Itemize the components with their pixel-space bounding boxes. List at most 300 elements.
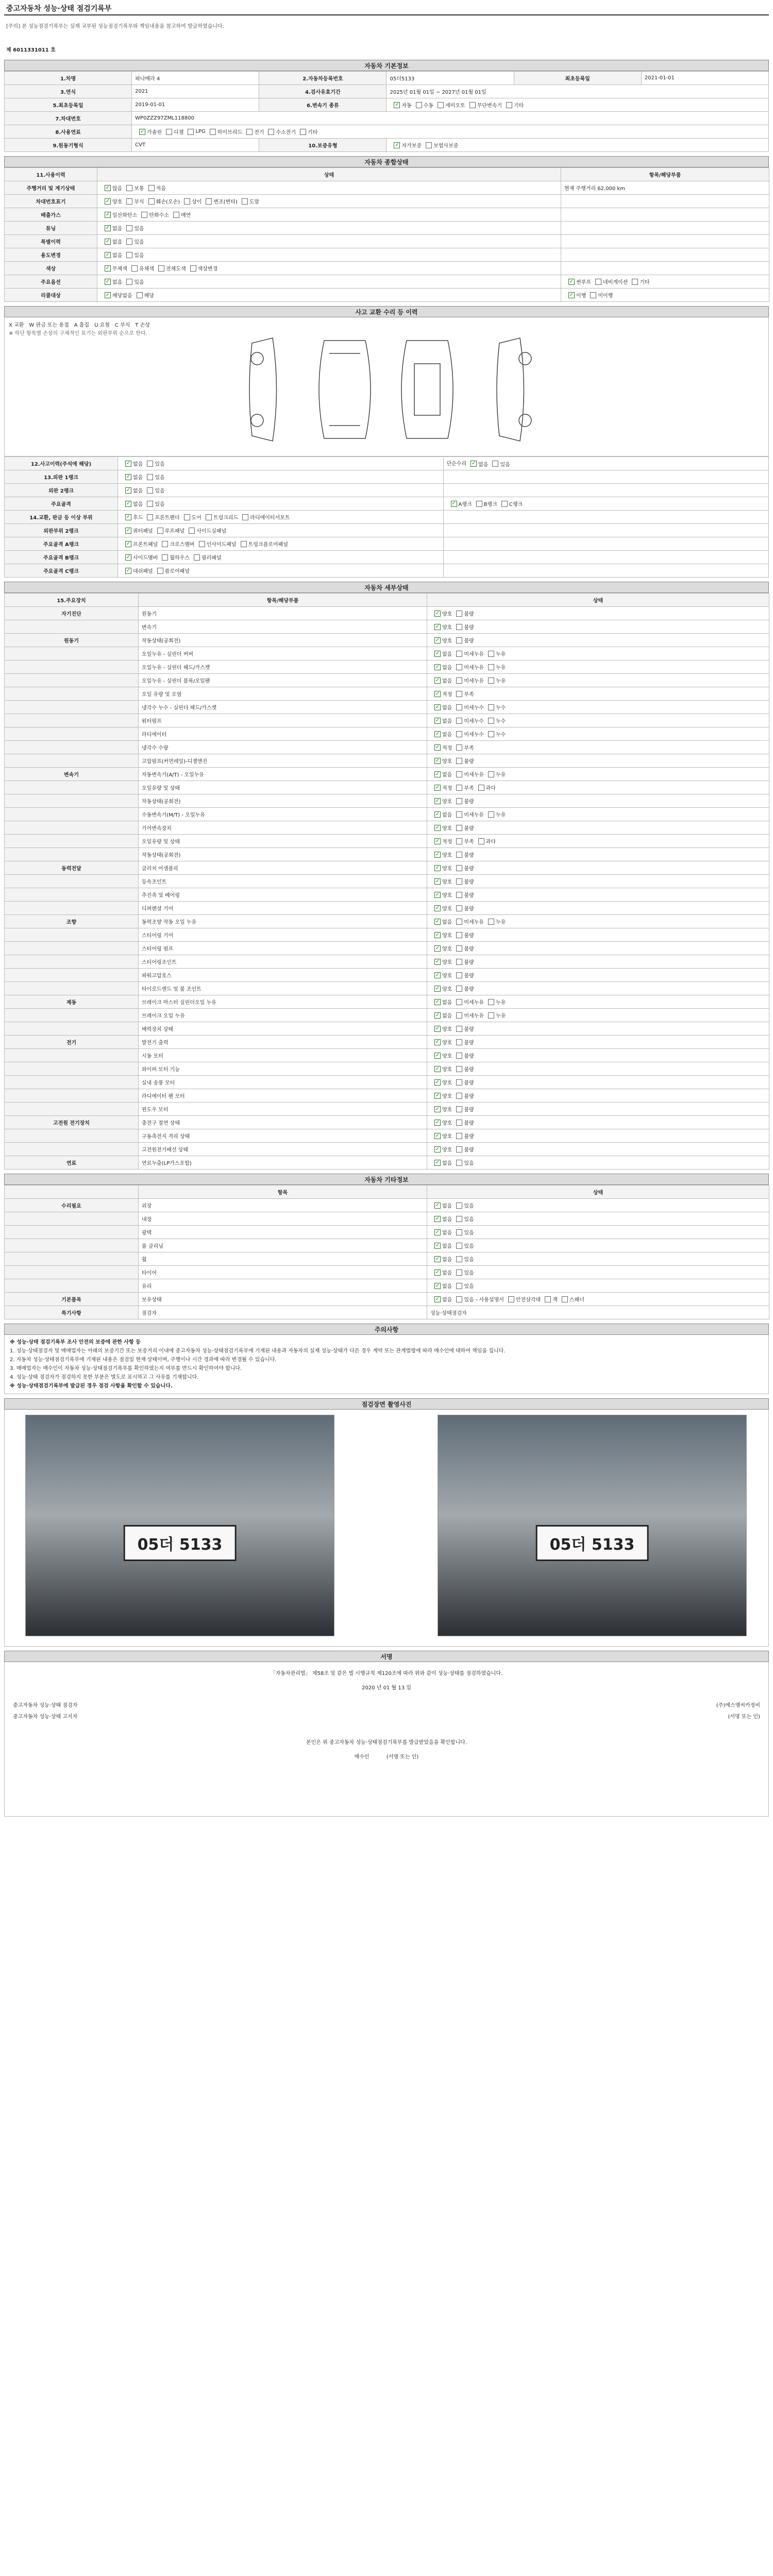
checkbox[interactable] [126,185,132,191]
checkbox[interactable]: ✓ [435,1215,440,1222]
group-label [5,1279,139,1293]
checkbox-label: 불량 [464,866,474,872]
checkbox[interactable]: ✓ [435,1119,440,1125]
checkbox[interactable] [456,677,462,684]
checkbox[interactable]: ✓ [435,811,440,817]
item-status [427,1252,769,1266]
rear-photo [438,1415,747,1636]
checkbox[interactable]: ✓ [435,1132,440,1139]
checkbox[interactable] [506,102,512,108]
checkbox-label: 변조(변타) [213,199,238,205]
checkbox[interactable] [545,1296,551,1302]
group-label: 동력전달 [5,861,139,875]
checkbox[interactable] [456,1216,462,1222]
checkbox[interactable] [476,501,482,507]
checkbox[interactable]: ✓ [435,690,440,697]
field-value [132,125,769,139]
checkbox[interactable] [632,279,638,285]
checkbox[interactable] [456,744,462,751]
row-extra [443,537,769,551]
checkbox-label: 양호 [442,612,452,617]
checkbox[interactable] [456,1269,462,1276]
checkbox[interactable]: ✓ [395,101,399,108]
checkbox[interactable]: ✓ [435,945,440,951]
checkbox[interactable] [242,198,248,205]
checkbox-label: 네비게이션 [602,280,628,285]
checkbox[interactable]: ✓ [471,461,476,467]
checkbox[interactable] [190,265,196,272]
group-label: 수리필요 [5,1199,139,1212]
table-row [5,208,769,222]
checkbox[interactable] [416,102,422,108]
checkbox[interactable]: ✓ [435,1202,440,1208]
checkbox[interactable]: ✓ [435,905,440,911]
item-label: 라디에이터 팬 모터 [139,1089,427,1103]
checkbox-label: 양호 [442,625,452,631]
table-row [5,195,769,208]
checkbox[interactable]: ✓ [395,142,399,148]
checkbox-label: 적정 [442,839,452,845]
item-status [427,1116,769,1129]
checkbox[interactable]: ✓ [140,128,145,134]
checkbox[interactable] [184,198,190,205]
checkbox[interactable]: ✓ [435,851,440,857]
checkbox[interactable] [488,919,494,925]
checkbox[interactable] [488,811,494,818]
table-row [5,1306,769,1319]
checkbox[interactable] [456,1160,462,1166]
checkbox[interactable] [456,624,462,630]
checkbox-label: 수동 [423,103,434,109]
checkbox[interactable]: ✓ [435,972,440,978]
table-row [5,1036,769,1049]
row-label: 특별이력 [5,235,97,248]
item-status [427,1129,769,1143]
checkbox[interactable] [488,704,494,710]
checkbox[interactable] [456,1026,462,1032]
checkbox[interactable] [426,142,432,148]
checkbox[interactable] [194,554,200,561]
item-status [427,969,769,982]
item-status [427,1293,769,1306]
checkbox[interactable] [456,1079,462,1086]
checkbox[interactable]: ✓ [435,650,440,656]
checkbox-label: 없음 [442,1270,452,1276]
checkbox[interactable] [456,691,462,697]
checkbox[interactable]: ✓ [435,878,440,884]
checkbox[interactable]: ✓ [435,1079,440,1085]
table-row [5,1252,769,1266]
checkbox[interactable] [246,129,253,135]
table-header-row [5,594,769,607]
checkbox[interactable] [188,129,194,135]
item-label: 외장 [139,1199,427,1212]
checkbox[interactable]: ✓ [435,1065,440,1072]
checkbox[interactable] [456,651,462,657]
checkbox[interactable] [456,758,462,764]
checkbox[interactable]: ✓ [105,278,110,284]
table-row [5,768,769,781]
checkbox[interactable] [456,811,462,818]
checkbox[interactable]: ✓ [435,1092,440,1098]
checkbox[interactable]: ✓ [435,717,440,723]
item-status [427,848,769,861]
checkbox[interactable] [456,972,462,978]
item-label: 라디에이터 [139,727,427,741]
checkbox[interactable] [456,1106,462,1112]
checkbox[interactable]: ✓ [435,677,440,683]
table-row [5,222,769,235]
checkbox[interactable] [206,198,212,205]
inspection-photos [4,1410,769,1647]
checkbox-label: 불량 [464,987,474,992]
checkbox[interactable] [166,129,172,135]
checkbox[interactable]: ✓ [126,567,131,573]
checkbox[interactable]: ✓ [105,184,110,191]
checkbox[interactable] [456,905,462,911]
checkbox[interactable] [173,212,179,218]
checkbox-label: 미세누수 [464,732,484,738]
checkbox[interactable] [126,198,132,205]
group-label [5,875,139,888]
checkbox[interactable] [456,1256,462,1262]
checkbox[interactable] [469,102,476,108]
checkbox[interactable]: ✓ [435,731,440,737]
checkbox[interactable] [456,999,462,1005]
checkbox-label: 없음 [442,812,452,818]
checkbox[interactable] [456,1120,462,1126]
checkbox[interactable]: ✓ [451,500,456,506]
checkbox[interactable] [456,1296,462,1302]
checkbox[interactable]: ✓ [126,540,131,547]
damage-history-table [4,456,769,578]
checkbox[interactable]: ✓ [105,211,110,217]
checkbox[interactable] [456,1229,462,1235]
checkbox[interactable] [456,704,462,710]
checkbox[interactable]: ✓ [435,998,440,1005]
checkbox[interactable] [590,292,596,298]
item-status [427,821,769,835]
checkbox[interactable] [456,637,462,643]
checkbox[interactable]: ✓ [435,985,440,991]
checkbox[interactable]: ✓ [435,865,440,871]
checkbox[interactable] [488,677,494,684]
item-status [427,875,769,888]
checkbox[interactable] [148,198,155,205]
checkbox[interactable] [438,102,444,108]
checkbox-label: 적정 [442,692,452,698]
checkbox-label: 없음 [442,1000,452,1006]
checkbox[interactable]: ✓ [435,1146,440,1152]
checkbox[interactable] [456,785,462,791]
checkbox-label: 없음 [442,652,452,657]
checkbox-label: LPG [195,129,206,134]
checkbox[interactable] [162,554,168,561]
checkbox-label: 없음 [442,665,452,671]
item-label: 냉각수 누수 - 실린더 헤드/가스켓 [139,701,427,714]
table-row [5,1156,769,1170]
row-extra [561,208,769,222]
checkbox[interactable]: ✓ [569,278,574,284]
item-label: 변속기 [139,620,427,634]
checkbox-label: 없음 [442,1230,452,1236]
item-status [427,794,769,808]
checkbox[interactable] [158,265,164,272]
group-label [5,902,139,915]
checkbox[interactable] [488,771,494,777]
checkbox-label: 미세누유 [464,1013,484,1019]
checkbox[interactable]: ✓ [126,514,131,520]
checkbox-label: 있음 [155,475,165,481]
checkbox[interactable] [456,892,462,898]
checkbox[interactable] [456,1133,462,1139]
checkbox[interactable]: ✓ [435,824,440,831]
item-label: 발전기 출력 [139,1036,427,1049]
checkbox[interactable]: ✓ [126,460,131,466]
checkbox[interactable]: ✓ [435,1039,440,1045]
checkbox[interactable]: ✓ [435,1159,440,1165]
group-label [5,942,139,955]
checkbox[interactable]: ✓ [105,292,110,298]
checkbox[interactable] [456,611,462,617]
checkbox[interactable] [189,528,195,534]
checkbox[interactable] [141,212,147,218]
checkbox[interactable]: ✓ [126,527,131,533]
row-label: 배출가스 [5,208,97,222]
group-label [5,955,139,969]
checkbox[interactable] [478,785,484,791]
checkbox[interactable]: ✓ [435,757,440,764]
checkbox[interactable] [210,129,216,135]
checkbox[interactable] [147,461,153,467]
group-label [5,647,139,660]
checkbox[interactable]: ✓ [126,473,131,480]
checkbox[interactable]: ✓ [435,744,440,750]
table-row [5,754,769,768]
checkbox[interactable] [456,945,462,952]
checkbox-label: 양호 [442,1080,452,1086]
checkbox[interactable] [147,487,153,494]
checkbox-label: 휠하우스 [170,555,190,561]
item-label: 고압펌프(커먼레일)-디젤엔진 [139,754,427,768]
checkbox[interactable] [501,501,508,507]
table-row [5,727,769,741]
column-header: 11.사용이력 [5,168,97,181]
item-label: 시동 모터 [139,1049,427,1062]
checkbox[interactable] [508,1296,514,1302]
checkbox[interactable]: ✓ [435,784,440,790]
checkbox[interactable] [157,528,163,534]
checkbox[interactable] [456,1039,462,1045]
table-row [5,741,769,754]
item-label: 타이로드엔드 및 볼 조인트 [139,982,427,995]
checkbox[interactable]: ✓ [435,891,440,897]
item-status [427,888,769,902]
checkbox[interactable] [456,1093,462,1099]
checkbox[interactable] [206,514,212,520]
checkbox[interactable]: ✓ [435,1296,440,1302]
checkbox[interactable] [157,568,163,574]
item-label: 원동기 [139,607,427,620]
checkbox[interactable]: ✓ [435,704,440,710]
checkbox[interactable] [456,838,462,844]
checkbox[interactable] [456,932,462,938]
checkbox[interactable] [488,731,494,737]
checkbox[interactable]: ✓ [105,251,110,258]
checkbox[interactable] [488,651,494,657]
checkbox[interactable] [126,252,132,258]
signature-block [4,1662,769,1817]
table-row [5,714,769,727]
table-row [5,470,769,484]
checkbox[interactable] [241,541,247,547]
field-label: 8.사용연료 [5,125,132,139]
group-label [5,1009,139,1022]
row-extra [443,511,769,524]
checkbox[interactable] [147,501,153,507]
note-line: 3. 매매업자는 매수인이 자동차 성능·상태점검기록부를 확인하였는지 여부를 반드시 확인하여야 합니다. [10,1366,242,1371]
row-label: 튜닝 [5,222,97,235]
group-label [5,754,139,768]
item-status [427,660,769,674]
checkbox[interactable] [242,514,248,520]
checkbox[interactable]: ✓ [435,664,440,670]
checkbox[interactable] [131,265,138,272]
checkbox[interactable]: ✓ [126,487,131,493]
checkbox[interactable] [456,1066,462,1072]
checkbox[interactable] [488,999,494,1005]
checkbox[interactable]: ✓ [435,623,440,630]
checkbox-label: 이행 [576,293,586,299]
checkbox-label: 불량 [464,1040,474,1046]
checkbox[interactable]: ✓ [105,265,110,271]
table-row [5,687,769,701]
row-status [97,208,561,222]
item-label: 파워고압호스 [139,969,427,982]
checkbox[interactable] [456,919,462,925]
checkbox[interactable]: ✓ [435,637,440,643]
group-label [5,714,139,727]
checkbox[interactable]: ✓ [435,771,440,777]
checkbox-label: B랭크 [483,502,497,507]
checkbox[interactable] [456,865,462,871]
checkbox-label: 불량 [464,799,474,805]
checkbox[interactable] [456,852,462,858]
checkbox[interactable]: ✓ [435,1256,440,1262]
checkbox[interactable] [492,461,498,467]
checkbox[interactable]: ✓ [435,798,440,804]
checkbox-label: 없음 [133,488,143,494]
checkbox[interactable] [478,838,484,844]
item-label: 냉각수 수량 [139,741,427,754]
notice-text: [주의] 본 성능점검기록부는 실제 교부된 성능점검기록부와 책임내용을 참고하여 발급하였습니다. [6,24,224,29]
checkbox[interactable]: ✓ [435,610,440,616]
checkbox[interactable] [137,292,143,298]
item-status [427,808,769,821]
checkbox[interactable] [147,514,153,520]
checkbox[interactable] [488,718,494,724]
checkbox[interactable] [488,1012,494,1019]
checkbox[interactable] [456,1012,462,1019]
row-extra [443,470,769,484]
checkbox[interactable] [456,718,462,724]
checkbox[interactable] [456,825,462,831]
checkbox[interactable] [184,514,190,520]
checkbox[interactable] [456,798,462,804]
checkbox[interactable]: ✓ [105,238,110,244]
checkbox[interactable] [456,878,462,885]
checkbox[interactable]: ✓ [435,1229,440,1235]
checkbox-label: 있음 [155,462,165,467]
checkbox[interactable] [456,771,462,777]
checkbox[interactable]: ✓ [435,1242,440,1248]
checkbox[interactable] [456,959,462,965]
checkbox[interactable] [268,129,274,135]
checkbox[interactable] [456,1202,462,1209]
checkbox[interactable]: ✓ [435,918,440,924]
checkbox[interactable]: ✓ [569,292,574,298]
checkbox[interactable] [456,1146,462,1153]
item-status [427,942,769,955]
checkbox[interactable] [300,129,306,135]
checkbox[interactable] [148,185,155,191]
checkbox[interactable]: ✓ [126,554,131,560]
checkbox[interactable]: ✓ [435,958,440,964]
checkbox[interactable]: ✓ [435,1282,440,1289]
group-label [5,741,139,754]
checkbox[interactable] [456,731,462,737]
checkbox[interactable] [456,986,462,992]
checkbox[interactable] [126,239,132,245]
table-row [5,1293,769,1306]
checkbox[interactable] [147,474,153,480]
checkbox[interactable]: ✓ [435,1052,440,1058]
checkbox[interactable]: ✓ [435,838,440,844]
checkbox[interactable] [456,664,462,670]
checkbox-label: 양호 [442,1040,452,1046]
checkbox[interactable] [456,1243,462,1249]
checkbox[interactable] [456,1283,462,1289]
table-row [5,1199,769,1212]
checkbox-label: 양호 [442,1054,452,1059]
checkbox[interactable] [488,664,494,670]
checkbox[interactable]: ✓ [105,198,110,204]
checkbox[interactable] [562,1296,568,1302]
car-damage-diagram [4,317,769,456]
checkbox[interactable]: ✓ [435,1025,440,1031]
checkbox[interactable] [199,541,205,547]
group-label [5,1143,139,1156]
table-row [5,875,769,888]
checkbox[interactable] [162,541,168,547]
checkbox[interactable]: ✓ [126,500,131,506]
checkbox[interactable]: ✓ [435,1106,440,1112]
checkbox[interactable]: ✓ [435,1269,440,1275]
checkbox[interactable]: ✓ [435,931,440,938]
row-extra [561,275,769,289]
checkbox[interactable]: ✓ [435,1012,440,1018]
checkbox[interactable]: ✓ [105,225,110,231]
checkbox-label: 해당 [144,293,154,299]
item-label: 작동상태(공회전) [139,848,427,861]
checkbox[interactable] [595,279,601,285]
checkbox[interactable] [456,1053,462,1059]
legend-item: W 판금 또는 용접 [29,323,69,328]
checkbox[interactable] [126,225,132,231]
table-row [5,982,769,995]
checkbox-label: 누유 [495,679,506,684]
checkbox[interactable] [126,279,132,285]
